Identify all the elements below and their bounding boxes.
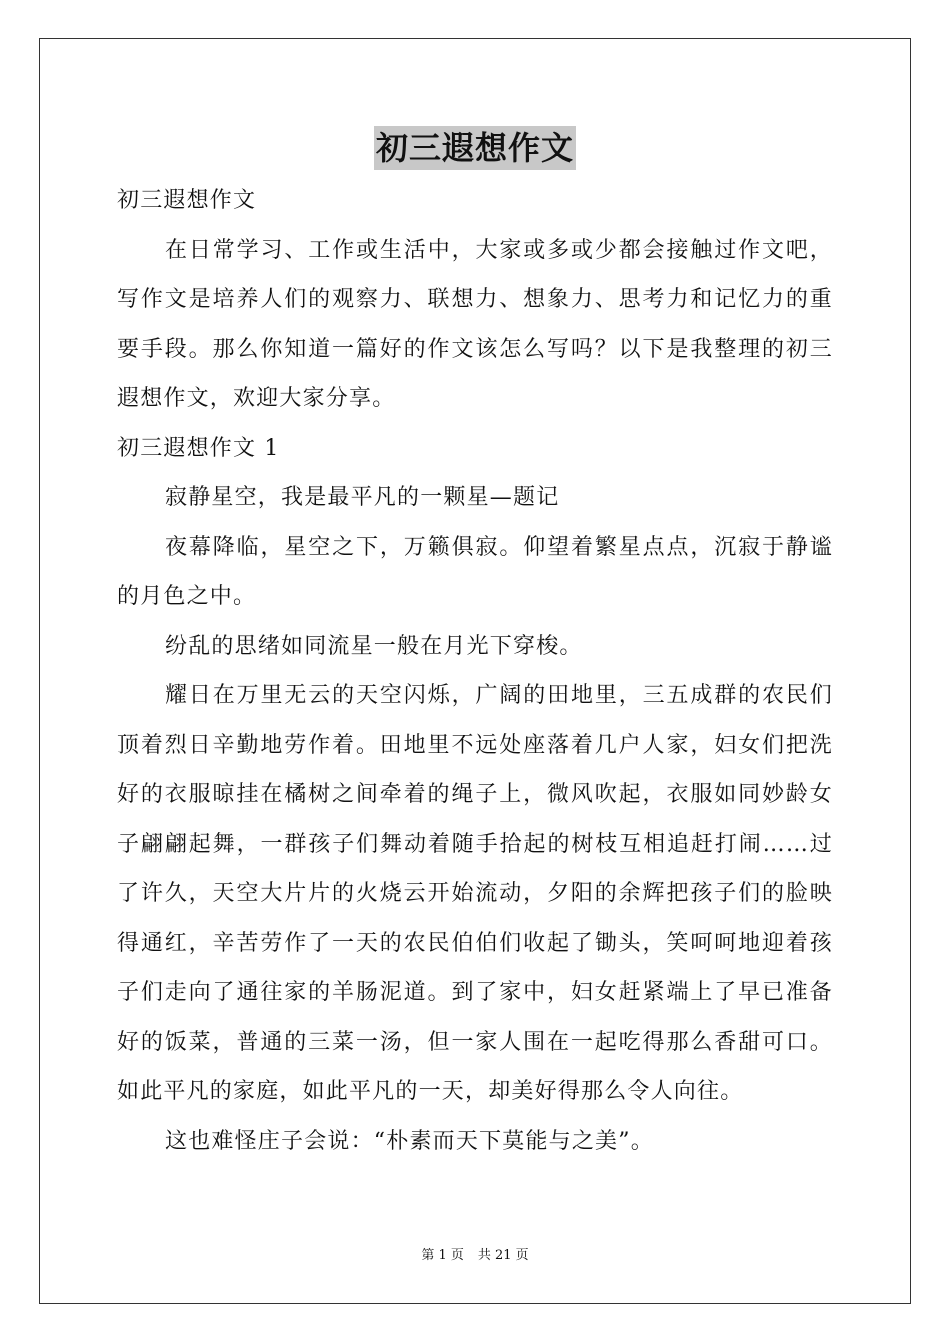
paragraph: 夜幕降临，星空之下，万籁俱寂。仰望着繁星点点，沉寂于静谧的月色之中。 xyxy=(117,534,833,609)
title-container xyxy=(0,126,950,170)
document-body xyxy=(117,176,833,1166)
section-heading: 初三遐想作文 1 xyxy=(117,435,280,461)
paragraph: 耀日在万里无云的天空闪烁，广阔的田地里，三五成群的农民们顶着烈日辛勤地劳作着。田地里不远处座落着几户人家，妇女们把洗好的衣服晾挂在橘树之间牵着的绳子上，微风吹起，衣服如同妙龄女子翩翩起舞，一群孩子们舞动着随手拾起的树枝互相追赶打闹……过了许久，天空大片片的火烧云开始流动，夕阳的余辉把孩子们的脸映得通红，辛苦劳作了一天的农民伯伯们收起了锄头，笑呵呵地迎着孩子们走向了通往家的羊肠泥道。到了家中，妇女赶紧端上了早已准备好的饭菜，普通的三菜一汤，但一家人围在一起吃得那么香甜可口。如此平凡的家庭，如此平凡的一天，却美好得那么令人向往。 xyxy=(117,683,833,1104)
paragraph: 在日常学习、工作或生活中，大家或多或少都会接触过作文吧，写作文是培养人们的观察力、联想力、想象力、思考力和记忆力的重要手段。那么你知道一篇好的作文该怎么写吗？以下是我整理的初三遐想作文，欢迎大家分享。 xyxy=(117,237,833,411)
paragraph: 初三遐想作文 xyxy=(117,188,257,213)
page-total: 共 21 页 xyxy=(477,1248,529,1263)
document-title: 初三遐想作文 xyxy=(374,126,576,170)
page-number: 第 1 页 xyxy=(421,1248,464,1263)
paragraph: 寂静星空，我是最平凡的一颗星—题记 xyxy=(165,485,560,510)
page-footer xyxy=(0,1246,950,1266)
paragraph: 纷乱的思绪如同流星一般在月光下穿梭。 xyxy=(165,633,583,659)
paragraph: 这也难怪庄子会说：“朴素而天下莫能与之美”。 xyxy=(165,1128,654,1154)
